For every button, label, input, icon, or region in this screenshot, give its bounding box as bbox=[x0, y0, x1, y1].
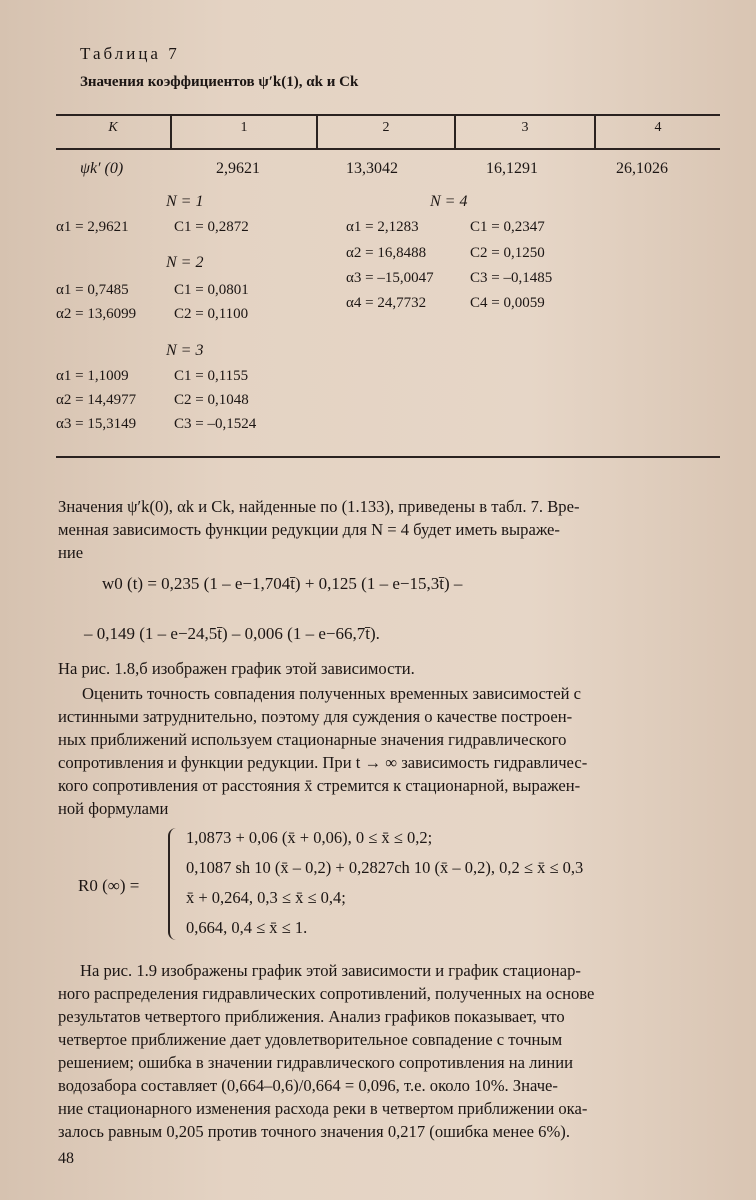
paragraph-line: ного распределения гидравлических сопротивлений, полученных на основе bbox=[58, 984, 595, 1003]
formula-case: x̄ + 0,264, 0,3 ≤ x̄ ≤ 0,4; bbox=[186, 888, 346, 907]
paragraph-line: менная зависимость функции редукции для N = 4 будет иметь выраже- bbox=[58, 520, 560, 539]
paragraph-line: На рис. 1.9 изображены график этой зависимости и график стационар- bbox=[80, 961, 581, 980]
c-value: C1 = 0,1155 bbox=[174, 368, 249, 384]
paragraph-line: четвертое приближение дает удовлетворительное совпадение с точным bbox=[58, 1030, 563, 1049]
table-cell: 13,3042 bbox=[346, 160, 398, 177]
group-label-n2: N = 2 bbox=[166, 254, 204, 271]
alpha-value: α2 = 13,6099 bbox=[56, 306, 137, 322]
paragraph-line: Оценить точность совпадения полученных временных зависимостей с bbox=[82, 684, 582, 703]
table-header-1: 1 bbox=[240, 120, 248, 135]
alpha-value: α3 = –15,0047 bbox=[346, 270, 434, 286]
paragraph-line: результатов четвертого приближения. Анализ графиков показывает, что bbox=[58, 1007, 565, 1026]
paragraph-line: ние стационарного изменения расхода реки в четвертом приближении ока- bbox=[58, 1099, 588, 1118]
group-label-n3: N = 3 bbox=[166, 342, 204, 359]
table-header-4: 4 bbox=[654, 120, 662, 135]
alpha-value: α1 = 0,7485 bbox=[56, 282, 129, 298]
c-value: C3 = –0,1485 bbox=[470, 270, 553, 286]
paragraph-line: ние bbox=[58, 543, 84, 562]
group-label-n4: N = 4 bbox=[430, 193, 468, 210]
table-cell: 2,9621 bbox=[216, 160, 260, 177]
table-caption: Таблица 7 bbox=[80, 44, 180, 63]
paragraph-line: решением; ошибка в значении гидравлического сопротивления на линии bbox=[58, 1053, 573, 1072]
alpha-value: α2 = 16,8488 bbox=[346, 245, 427, 261]
c-value: C2 = 0,1100 bbox=[174, 306, 249, 322]
paragraph-line: залось равным 0,205 против точного значения 0,217 (ошибка менее 6%). bbox=[58, 1122, 570, 1141]
formula-w0-line1: w0 (t) = 0,235 (1 – e−1,704t̄) + 0,125 (1 – e−15,3t̄) – bbox=[102, 574, 463, 593]
formula-case: 0,1087 sh 10 (x̄ – 0,2) + 0,2827ch 10 (x̄ – 0,2), 0,2 ≤ x̄ ≤ 0,3 bbox=[186, 858, 584, 877]
paragraph-line: кого сопротивления от расстояния x̄ стремится к стационарной, выражен- bbox=[58, 776, 581, 795]
formula-w0-line2: – 0,149 (1 – e−24,5t̄) – 0,006 (1 – e−66,7t̄). bbox=[84, 624, 380, 643]
c-value: C4 = 0,0059 bbox=[470, 295, 545, 311]
alpha-value: α4 = 24,7732 bbox=[346, 295, 427, 311]
table-header-k: K bbox=[108, 120, 118, 135]
table-bottom-rule bbox=[56, 456, 720, 458]
paragraph-line: истинными затруднительно, поэтому для суждения о качестве построен- bbox=[58, 707, 573, 726]
alpha-value: α2 = 14,4977 bbox=[56, 392, 137, 408]
c-value: C1 = 0,2347 bbox=[470, 219, 545, 235]
paragraph-line: ной формулами bbox=[58, 799, 169, 818]
paragraph-line: сопротивления и функции редукции. При t → ∞ зависимость гидравличес- bbox=[58, 753, 588, 772]
table-cell: 26,1026 bbox=[616, 160, 668, 177]
c-value: C1 = 0,0801 bbox=[174, 282, 249, 298]
alpha-value: α1 = 1,1009 bbox=[56, 368, 129, 384]
table-cell: 16,1291 bbox=[486, 160, 538, 177]
alpha-value: α1 = 2,9621 bbox=[56, 219, 129, 235]
table-row-label: ψk′ (0) bbox=[80, 160, 124, 177]
table-top-rule bbox=[56, 114, 720, 116]
alpha-value: α3 = 15,3149 bbox=[56, 416, 137, 432]
paragraph-line: водозабора составляет (0,664–0,6)/0,664 = 0,096, т.е. около 10%. Значе- bbox=[58, 1076, 558, 1095]
table-header-3: 3 bbox=[521, 120, 529, 135]
formula-r0-lhs: R0 (∞) = bbox=[78, 876, 140, 895]
table-header-rule bbox=[56, 148, 720, 150]
formula-brace bbox=[168, 828, 180, 940]
page-number: 48 bbox=[58, 1150, 74, 1167]
c-value: C2 = 0,1048 bbox=[174, 392, 249, 408]
paragraph-line: Значения ψ′k(0), αk и Ck, найденные по (1.133), приведены в табл. 7. Вре- bbox=[58, 497, 580, 516]
paragraph-line: ных приближений используем стационарные значения гидравлического bbox=[58, 730, 567, 749]
c-value: C1 = 0,2872 bbox=[174, 219, 249, 235]
c-value: C3 = –0,1524 bbox=[174, 416, 257, 432]
formula-case: 0,664, 0,4 ≤ x̄ ≤ 1. bbox=[186, 918, 308, 937]
group-label-n1: N = 1 bbox=[166, 193, 204, 210]
formula-case: 1,0873 + 0,06 (x̄ + 0,06), 0 ≤ x̄ ≤ 0,2; bbox=[186, 828, 433, 847]
table-title: Значения коэффициентов ψ′k(1), αk и Ck bbox=[80, 74, 359, 90]
table-header-2: 2 bbox=[382, 120, 390, 135]
c-value: C2 = 0,1250 bbox=[470, 245, 545, 261]
paragraph-line: На рис. 1.8,б изображен график этой зависимости. bbox=[58, 659, 415, 678]
alpha-value: α1 = 2,1283 bbox=[346, 219, 419, 235]
